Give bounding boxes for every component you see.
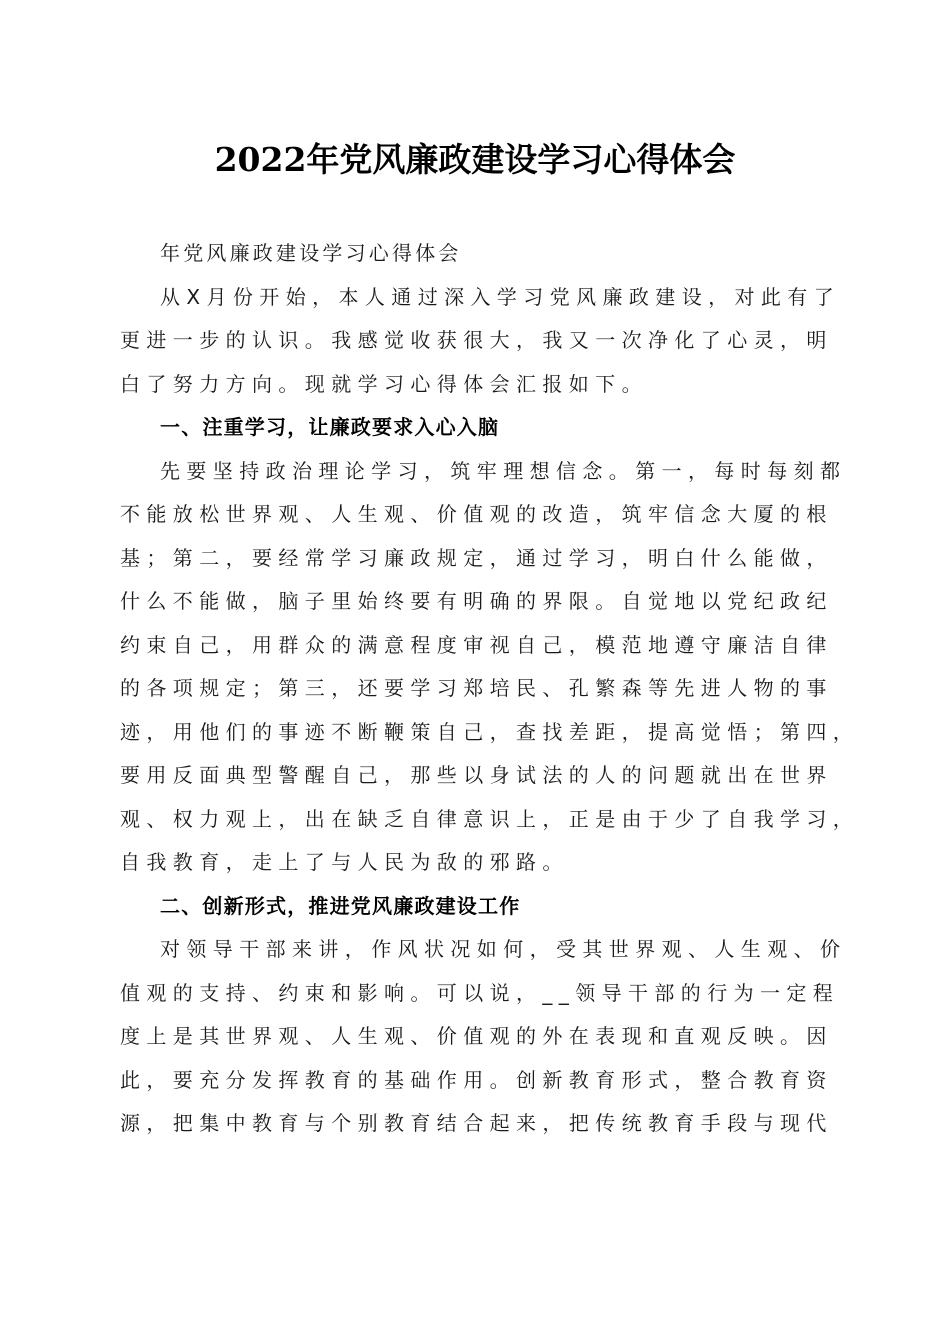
paragraph-line: 约束自己，用群众的满意程度审视自己，模范地遵守廉洁自律	[120, 632, 833, 657]
paragraph-line: 迹，用他们的事迹不断鞭策自己，查找差距，提高觉悟；第四，	[120, 719, 860, 744]
document-body	[120, 232, 860, 1146]
document-title: 2022年党风廉政建设学习心得体会	[214, 140, 736, 179]
section-heading-2: 二、创新形式，推进党风廉政建设工作	[160, 893, 521, 918]
paragraph-line: 对领导干部来讲，作风状况如何，受其世界观、人生观、价	[160, 937, 847, 961]
paragraph-line: 什么不能做，脑子里始终要有明确的界限。自觉地以党纪政纪	[120, 589, 833, 613]
paragraph-line: 基；第二，要经常学习廉政规定，通过学习，明白什么能做，	[120, 545, 833, 570]
paragraph-line: 度上是其世界观、人生观、价值观的外在表现和直观反映。因	[120, 1024, 833, 1048]
paragraph-line: 不能放松世界观、人生观、价值观的改造，筑牢信念大厦的根	[120, 502, 833, 526]
section-heading-1: 一、注重学习，让廉政要求入心入脑	[160, 415, 500, 439]
document-subtitle: 年党风廉政建设学习心得体会	[160, 241, 462, 265]
paragraph-line: 源，把集中教育与个别教育结合起来，把传统教育手段与现代	[120, 1111, 833, 1135]
paragraph-line: 自我教育，走上了与人民为敌的邪路。	[120, 850, 569, 874]
paragraph-line: 先要坚持政治理论学习，筑牢理想信念。第一，每时每刻都	[160, 458, 847, 483]
paragraph-line: 更进一步的认识。我感觉收获很大，我又一次净化了心灵，明	[120, 328, 833, 352]
paragraph-line: 要用反面典型警醒自己，那些以身试法的人的问题就出在世界	[120, 763, 833, 787]
paragraph-line: 的各项规定；第三，还要学习郑培民、孔繁森等先进人物的事	[120, 676, 833, 700]
paragraph-line: 观、权力观上，出在缺乏自律意识上，正是由于少了自我学习，	[120, 806, 860, 831]
paragraph-line: 从X月份开始，本人通过深入学习党风廉政建设，对此有了	[160, 284, 841, 309]
paragraph-line: 白了努力方向。现就学习心得体会汇报如下。	[120, 371, 648, 396]
paragraph-line: 此，要充分发挥教育的基础作用。创新教育形式，整合教育资	[120, 1067, 833, 1092]
paragraph-line: 值观的支持、约束和影响。可以说，__领导干部的行为一定程	[120, 980, 840, 1005]
